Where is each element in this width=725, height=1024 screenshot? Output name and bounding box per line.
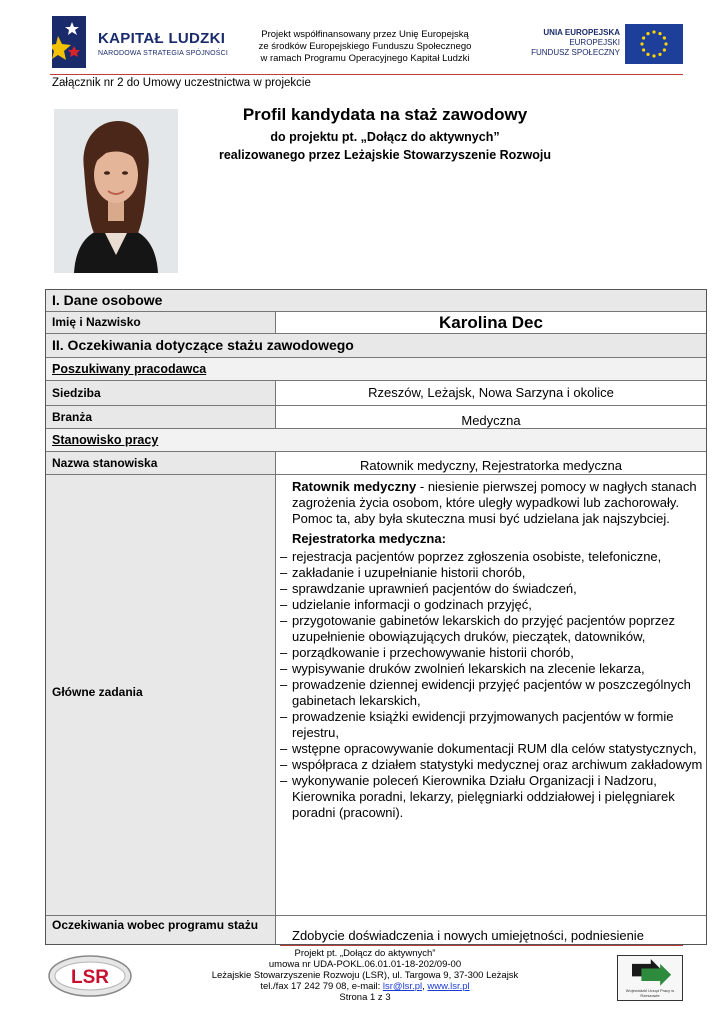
document-subtitle: realizowanego przez Leżajskie Stowarzyszenie Rozwoju [218,148,552,162]
eu-line: EUROPEJSKI [569,38,620,47]
section-personal-data [46,290,706,312]
kapital-ludzki-mark-icon [52,16,86,68]
registrar-title: Rejestratorka medyczna: [292,531,446,546]
branch-label: Branża [46,406,276,428]
list-item: – wypisywanie druków zwolnień lekarskich na zlecenie lekarza, [284,661,704,677]
lsr-logo [48,955,132,997]
section-heading: II. Oczekiwania dotyczące stażu zawodowego [52,337,354,353]
row-position-name [46,452,706,475]
list-item: – prowadzenie dziennej ewidencji przyjęć pacjentów w poszczególnych gabinetach lekarskich, [284,677,704,709]
paramedic-title: Ratownik medyczny [292,479,417,494]
candidate-photo [54,109,178,273]
name-label: Imię i Nazwisko [46,312,276,333]
cofinancing-note [240,29,490,65]
expectations-label: Oczekiwania wobec programu stażu [46,916,276,945]
eu-line: FUNDUSZ SPOŁECZNY [531,48,620,57]
eu-flag-icon [625,24,683,64]
seat-value: Rzeszów, Leżajsk, Nowa Sarzyna i okolice [368,385,614,400]
section-internship-expectations [46,334,706,358]
wup-logo [617,955,683,1001]
list-item: – wykonywanie poleceń Kierownika Działu Organizacji i Nadzoru, Kierownika poradni, lekarzy, pielęgniarki oddziałowej i pielęgniarek poradni (pracowni). [284,773,704,821]
registrar-duties-list [284,549,704,821]
section-heading: I. Dane osobowe [52,292,163,308]
row-position-heading [46,429,706,452]
cofinancing-line: Projekt współfinansowany przez Unię Europejską [261,29,469,40]
contact-separator: , [422,981,428,992]
subsection-heading: Stanowisko pracy [52,433,159,447]
seat-label: Siedziba [46,381,276,405]
expectations-value: Zdobycie doświadczenia i nowych umiejętności, podniesienie [292,928,644,943]
footer-line: Leżajskie Stowarzyszenie Rozwoju (LSR), ul. Targowa 9, 37-300 Leżajsk [211,970,519,981]
lsr-logo-text: LSR [71,967,109,988]
list-item: – przygotowanie gabinetów lekarskich do przyjęć pacjentów poprzez uzupełnienie obowiązujących druków, pieczątek, datowników, [284,613,704,645]
footer-divider [280,945,683,946]
row-employer-heading [46,358,706,381]
list-item: – wstępne opracowywanie dokumentacji RUM dla celów statystycznych, [284,741,704,757]
eu-label [530,28,620,58]
eu-line: UNIA EUROPEJSKA [543,28,620,37]
list-item: – współpraca z działem statystyki medycznej oraz archiwum zakładowym [284,757,704,773]
cofinancing-line: w ramach Programu Operacyjnego Kapitał Ludzki [260,53,470,64]
list-item: – prowadzenie książki ewidencji przyjmowanych pacjentów w formie rejestru, [284,709,704,741]
website-link[interactable]: www.lsr.pl [427,981,470,992]
name-value: Karolina Dec [439,313,543,332]
row-seat [46,381,706,406]
wup-arrow-icon [618,956,682,992]
kapital-ludzki-logo [52,16,229,68]
position-name-value: Ratownik medyczny, Rejestratorka medyczna [359,458,623,473]
email-link[interactable]: lsr@lsr.pl [382,981,423,992]
page-number: Strona 1 z 3 [339,992,391,1003]
footer-line: umowa nr UDA-POKL.06.01.01-18-202/09-00 [268,959,462,970]
row-expectations [46,916,706,945]
paramedic-text: - niesienie pierwszej pomocy w nagłych stanach zagrożenia życia osobom, które uległy wypadkowi lub zachorowały. Pomoc ta, aby była skuteczna musi być udzielana jak najszybciej. [292,479,697,526]
document-title: Profil kandydata na staż zawodowy [242,105,528,124]
list-item: – rejestracja pacjentów poprzez zgłoszenia osobiste, telefoniczne, [284,549,704,565]
branch-value: Medyczna [461,413,521,428]
page-header [0,0,725,76]
row-branch [46,406,706,429]
contact-prefix: tel./fax 17 242 79 08, e-mail: [260,981,383,992]
list-item: – udzielanie informacji o godzinach przyjęć, [284,597,704,613]
footer-contact [190,981,540,992]
main-tasks-content [284,479,704,821]
list-item: – zakładanie i uzupełnianie historii chorób, [284,565,704,581]
kapital-ludzki-subtitle: NARODOWA STRATEGIA SPÓJNOŚCI [98,50,229,57]
footer-info [190,948,540,1003]
document-subtitle: do projektu pt. „Dołącz do aktywnych” [270,130,500,144]
cofinancing-line: ze środków Europejskiego Funduszu Społecznego [258,41,472,52]
candidate-profile-table [45,289,707,945]
header-divider [50,74,683,75]
position-name-label: Nazwa stanowiska [46,452,276,474]
main-tasks-label: Główne zadania [46,475,276,915]
wup-caption: Wojewódzki Urząd Pracy w Rzeszowie [625,988,675,998]
paramedic-description [284,479,704,527]
list-item: – sprawdzanie uprawnień pacjentów do świadczeń, [284,581,704,597]
footer-line: Projekt pt. „Dołącz do aktywnych” [294,948,436,959]
row-name [46,312,706,334]
kapital-ludzki-title: KAPITAŁ LUDZKI [98,30,226,47]
list-item: – porządkowanie i przechowywanie historii chorób, [284,645,704,661]
document-title-block [185,104,585,164]
subsection-heading: Poszukiwany pracodawca [52,362,207,376]
annex-note: Załącznik nr 2 do Umowy uczestnictwa w projekcie [52,77,311,89]
